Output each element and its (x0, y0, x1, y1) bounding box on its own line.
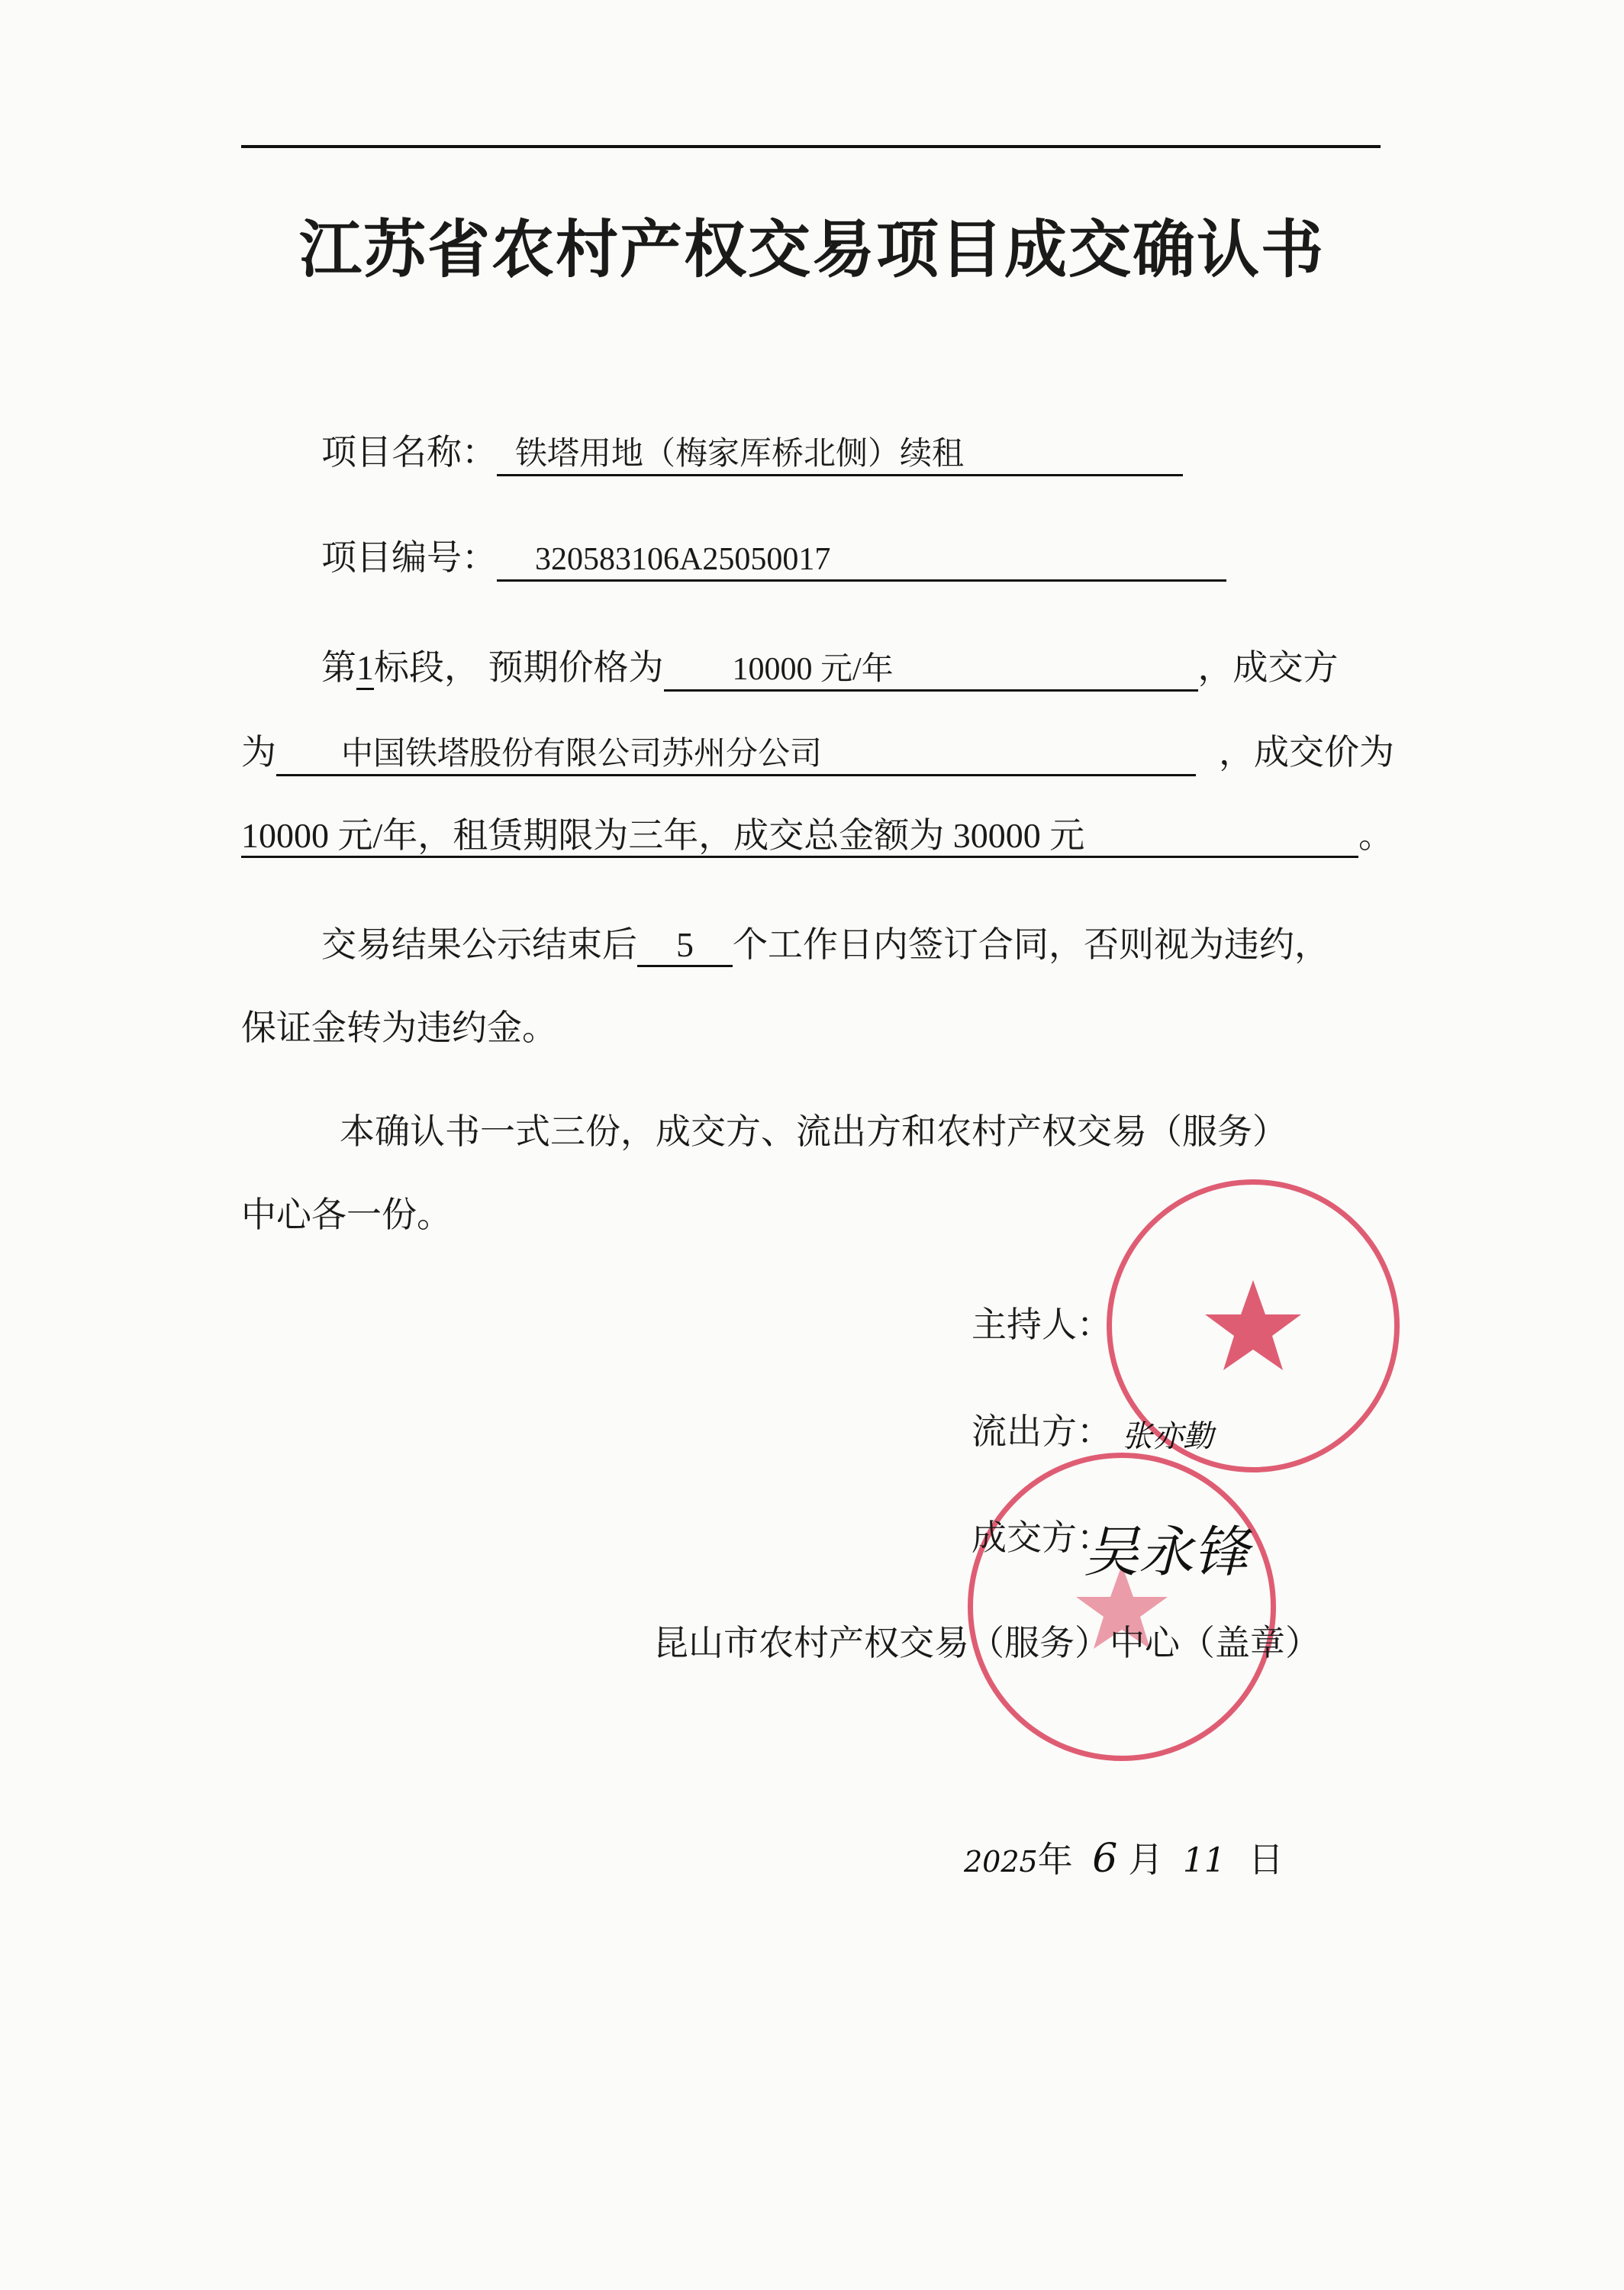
lot-prefix: 第 (321, 648, 356, 687)
date-month: 6 (1092, 1836, 1118, 1882)
winner-row (241, 730, 1394, 776)
winner-name: 中国铁塔股份有限公司苏州分公司 (276, 734, 1196, 776)
date-day: 11 (1182, 1841, 1226, 1880)
seal-winner (968, 1453, 1276, 1761)
project-name-row (321, 430, 1183, 476)
date-day-label: 日 (1248, 1840, 1284, 1879)
outflow-signature: 张亦勤 (1122, 1419, 1213, 1454)
project-number-value: 320583106A25050017 (497, 540, 1226, 582)
winner-label: 成交方： (972, 1518, 1112, 1557)
date-year: 2025 (964, 1845, 1038, 1879)
winner-after: ，成交价为 (1219, 733, 1394, 772)
project-number-label: 项目编号： (321, 538, 497, 577)
contract-line2: 保证金转为违约金。 (241, 1008, 557, 1047)
lot-row (321, 645, 1339, 692)
copies-line1: 本确认书一式三份，成交方、流出方和农村产权交易（服务） (340, 1112, 1287, 1151)
lot-number: 1 (356, 648, 374, 690)
winner-prefix: 为 (241, 733, 276, 772)
date-year-label: 年 (1037, 1840, 1073, 1879)
center-label: 昆山市农村产权交易（服务）中心（盖章） (653, 1624, 1320, 1663)
winner-signature: 吴永锋 (1084, 1520, 1249, 1584)
project-number-row (321, 535, 1226, 582)
contract-row (321, 922, 1329, 968)
contract-suffix: 个工作日内签订合同，否则视为违约， (733, 925, 1329, 964)
expected-price: 10000 元/年 (664, 650, 1198, 692)
deal-terms-row (241, 813, 1394, 859)
host-label: 主持人： (972, 1305, 1112, 1344)
lot-after-price: ，成交方 (1197, 648, 1339, 687)
date-month-label: 月 (1128, 1840, 1164, 1879)
top-rule (241, 145, 1381, 148)
lot-mid: 标段， 预期价格为 (374, 648, 664, 687)
copies-line2: 中心各一份。 (241, 1195, 452, 1234)
deal-end: 。 (1358, 816, 1394, 855)
outflow-label: 流出方： (972, 1412, 1112, 1451)
project-name-value: 铁塔用地（梅家厍桥北侧）续租 (497, 434, 1183, 476)
document-title: 江苏省农村产权交易项目成交确认书 (298, 214, 1325, 286)
project-name-label: 项目名称： (321, 433, 497, 472)
contract-days: 5 (637, 925, 733, 967)
contract-prefix: 交易结果公示结束后 (321, 925, 637, 964)
date (964, 1836, 1284, 1885)
deal-terms: 10000 元/年，租赁期限为三年，成交总金额为 30000 元 (241, 816, 1358, 858)
